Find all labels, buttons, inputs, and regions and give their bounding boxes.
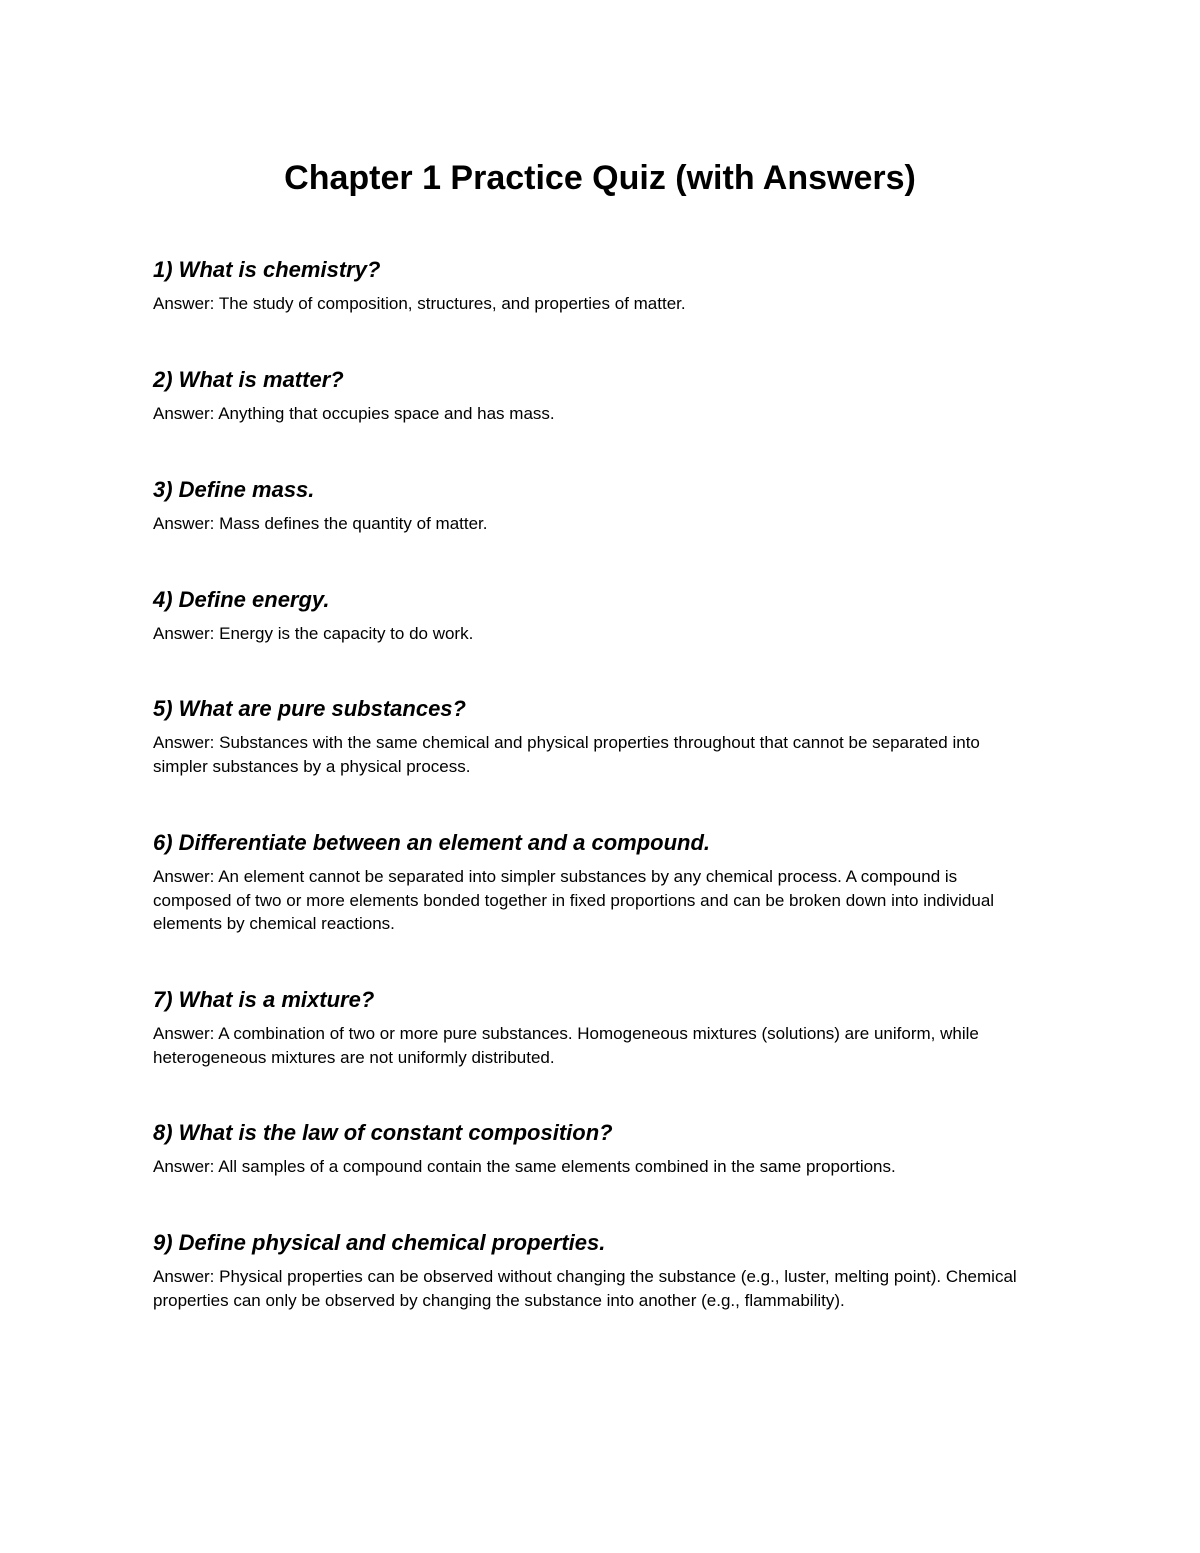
quiz-item-9 (153, 1229, 1033, 1312)
question-9: 9) Define physical and chemical properties. (153, 1230, 606, 1255)
answer-2: Answer: Anything that occupies space and has mass. (153, 404, 555, 423)
question-8: 8) What is the law of constant composition? (153, 1120, 613, 1145)
quiz-item-7 (153, 986, 1033, 1069)
answer-7: Answer: A combination of two or more pure substances. Homogeneous mixtures (solutions) are uniform, while heterogeneous mixtures are not uniformly distributed. (153, 1024, 979, 1067)
quiz-item-6 (153, 829, 1033, 936)
question-3: 3) Define mass. (153, 477, 315, 502)
quiz-item-8 (153, 1119, 1033, 1179)
answer-9: Answer: Physical properties can be observed without changing the substance (e.g., luster, melting point). Chemical properties can only be observed by changing the substance into another (e.g., flammability). (153, 1267, 1017, 1310)
question-1: 1) What is chemistry? (153, 257, 381, 282)
page-title: Chapter 1 Practice Quiz (with Answers) (284, 159, 916, 197)
quiz-item-3 (153, 476, 1033, 536)
question-6: 6) Differentiate between an element and a compound. (153, 830, 711, 855)
answer-6: Answer: An element cannot be separated into simpler substances by any chemical process. A compound is composed of two or more elements bonded together in fixed proportions and can be broken down into individual elements by chemical reactions. (153, 867, 995, 933)
question-2: 2) What is matter? (153, 367, 344, 392)
answer-8: Answer: All samples of a compound contain the same elements combined in the same proportions. (153, 1157, 896, 1176)
quiz-item-1 (153, 256, 1033, 316)
answer-5: Answer: Substances with the same chemical and physical properties throughout that cannot be separated into simpler substances by a physical process. (153, 733, 980, 776)
answer-1: Answer: The study of composition, structures, and properties of matter. (153, 294, 686, 313)
question-7: 7) What is a mixture? (153, 987, 375, 1012)
answer-4: Answer: Energy is the capacity to do work. (153, 624, 474, 643)
quiz-item-2 (153, 366, 1033, 426)
quiz-item-4 (153, 586, 1033, 646)
question-5: 5) What are pure substances? (153, 696, 466, 721)
question-4: 4) Define energy. (153, 587, 330, 612)
quiz-item-5 (153, 695, 1033, 778)
answer-3: Answer: Mass defines the quantity of matter. (153, 514, 488, 533)
